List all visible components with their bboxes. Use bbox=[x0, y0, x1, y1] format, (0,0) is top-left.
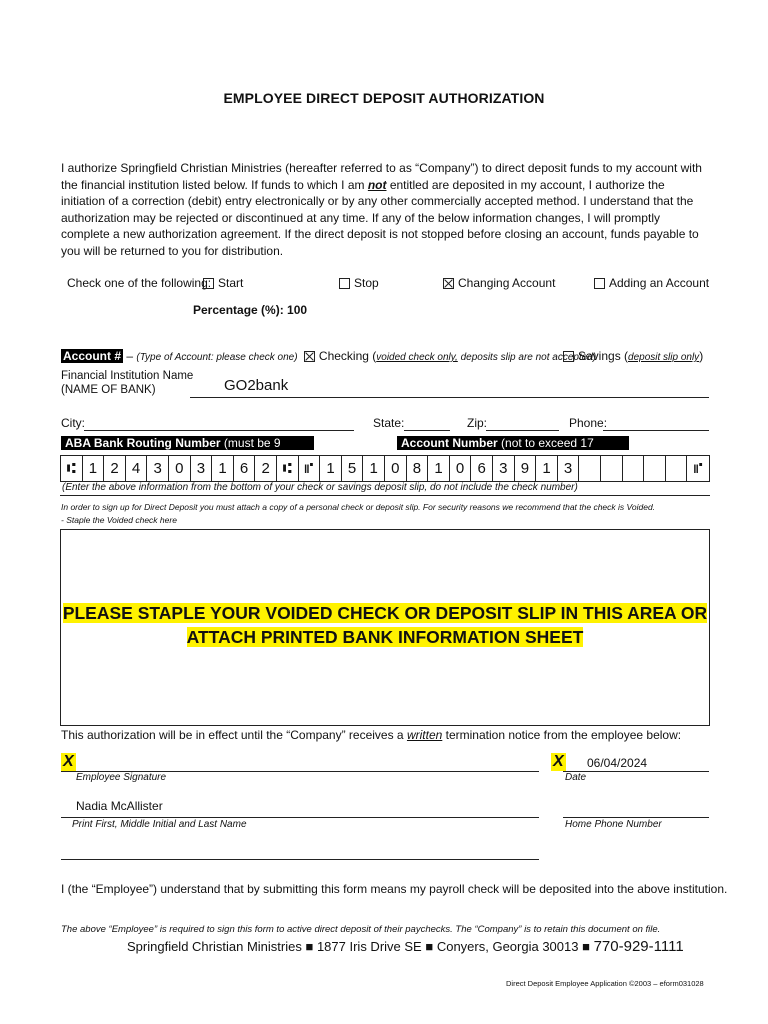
changing-account-label: Changing Account bbox=[458, 276, 556, 290]
account-number-note: (not to exceed 17 numbers) bbox=[401, 436, 594, 464]
divider bbox=[60, 495, 710, 496]
digit-cell[interactable]: 3 bbox=[191, 456, 213, 481]
check-one-prompt: Check one of the following: bbox=[67, 276, 212, 290]
digit-cell[interactable]: ⑆ bbox=[277, 456, 299, 481]
state-label: State: bbox=[373, 416, 405, 430]
savings-note: deposit slip only bbox=[628, 352, 700, 363]
date-label: Date bbox=[565, 772, 587, 783]
account-number-label: Account Number bbox=[401, 436, 498, 450]
digit-cell[interactable]: 1 bbox=[428, 456, 450, 481]
digit-cell[interactable]: 1 bbox=[536, 456, 558, 481]
effect-statement bbox=[61, 728, 681, 742]
note-line-2: - Staple the Voided check here bbox=[61, 515, 177, 525]
date-x-mark: X bbox=[553, 753, 564, 770]
intro-text-2: entitled are deposited in my account, I authorize the initiation of a correction (debit) entry electronically or by any other commercially accepted method. I understand that the authorization may be rejected or discontinued at any time. If any of the below information changes, I will promptly complete a new authorization agreement. If the direct deposit is not stopped before closing an account, funds payable to you will be returned to you for distribution. bbox=[61, 177, 699, 258]
company-name: Springfield Christian Ministries bbox=[127, 939, 302, 954]
digit-cell[interactable]: 6 bbox=[234, 456, 256, 481]
savings-checkbox[interactable] bbox=[563, 351, 574, 362]
bullet-3: ■ bbox=[582, 939, 590, 954]
digit-cell[interactable]: ⑈ bbox=[693, 460, 703, 477]
digit-cell[interactable]: 3 bbox=[558, 456, 580, 481]
digit-cell[interactable] bbox=[644, 456, 666, 481]
adding-account-label: Adding an Account bbox=[609, 276, 710, 290]
savings-option[interactable] bbox=[563, 349, 703, 363]
form-id: Direct Deposit Employee Application ©2003 – eform031028 bbox=[506, 979, 704, 988]
bank-name-label-1: Financial Institution Name bbox=[61, 370, 194, 382]
staple-instructions bbox=[60, 601, 710, 649]
account-type-hint: (Type of Account: please check one) bbox=[136, 352, 298, 363]
company-city: Conyers, Georgia 30013 bbox=[436, 939, 579, 954]
home-phone-label: Home Phone Number bbox=[565, 819, 662, 830]
digit-cell[interactable]: 5 bbox=[342, 456, 364, 481]
start-checkbox[interactable] bbox=[203, 278, 214, 289]
routing-account-digits[interactable] bbox=[60, 455, 710, 482]
digit-cell[interactable] bbox=[601, 456, 623, 481]
form-title: EMPLOYEE DIRECT DEPOSIT AUTHORIZATION bbox=[223, 90, 545, 106]
account-label: Account # bbox=[63, 349, 122, 363]
option-changing-account[interactable] bbox=[443, 276, 555, 290]
percentage: Percentage (%): 100 bbox=[193, 303, 308, 317]
digit-cell[interactable]: 0 bbox=[169, 456, 191, 481]
signature-x-mark: X bbox=[63, 753, 74, 770]
savings-label: Savings ( bbox=[578, 349, 629, 363]
digit-cell[interactable]: 3 bbox=[493, 456, 515, 481]
intro-not: not bbox=[367, 177, 387, 192]
option-stop[interactable] bbox=[339, 276, 379, 290]
stop-checkbox[interactable] bbox=[339, 278, 350, 289]
printed-name-label: Print First, Middle Initial and Last Name bbox=[72, 819, 247, 830]
printed-name-line bbox=[61, 817, 539, 818]
bullet-1: ■ bbox=[305, 939, 314, 954]
digit-cell[interactable]: 0 bbox=[385, 456, 407, 481]
retention-note: The above “Employee” is required to sign this form to active direct deposit of their paychecks. The “Company” is to retain this document on file. bbox=[61, 924, 661, 935]
company-address-line bbox=[127, 938, 684, 955]
account-number-header bbox=[397, 436, 629, 464]
savings-close: ) bbox=[699, 349, 704, 363]
zip-field[interactable] bbox=[486, 430, 559, 431]
bank-name-label-2: (NAME OF BANK) bbox=[61, 384, 156, 396]
adding-account-checkbox[interactable] bbox=[594, 278, 605, 289]
intro-text-1: I authorize Springfield Christian Ministries (hereafter referred to as “Company”) to direct deposit funds to my account with the financial institution listed below. If funds to which I am bbox=[61, 161, 702, 192]
phone-field[interactable] bbox=[603, 430, 709, 431]
zip-label: Zip: bbox=[467, 416, 488, 430]
digit-cell[interactable] bbox=[579, 456, 601, 481]
digit-cell[interactable]: ⑈ bbox=[299, 456, 321, 481]
digit-cell[interactable]: 1 bbox=[363, 456, 385, 481]
checking-label: Checking ( bbox=[318, 349, 377, 363]
digit-cell[interactable] bbox=[666, 456, 688, 481]
bank-name-label bbox=[61, 369, 193, 397]
account-dash: – bbox=[123, 349, 137, 363]
aba-routing-header bbox=[61, 436, 314, 464]
digit-cell[interactable]: 2 bbox=[255, 456, 277, 481]
effect-text-1: This authorization will be in effect until the “Company” receives a bbox=[61, 728, 407, 742]
option-adding-account[interactable] bbox=[594, 276, 709, 290]
changing-account-checkbox[interactable] bbox=[443, 278, 454, 289]
employee-signature-label: Employee Signature bbox=[76, 772, 167, 783]
staple-line-2: ATTACH PRINTED BANK INFORMATION SHEET bbox=[186, 627, 584, 647]
digit-cell[interactable]: 0 bbox=[450, 456, 472, 481]
digit-cell[interactable]: 8 bbox=[407, 456, 429, 481]
date-value[interactable]: 06/04/2024 bbox=[587, 756, 648, 770]
bullet-2: ■ bbox=[425, 939, 434, 954]
authorization-paragraph bbox=[61, 160, 711, 260]
start-label: Start bbox=[218, 276, 244, 290]
digit-cell[interactable]: ⑆ bbox=[61, 456, 83, 481]
checking-checkbox[interactable] bbox=[304, 351, 315, 362]
bank-name-underline bbox=[190, 397, 709, 398]
effect-text-2: termination notice from the employee below: bbox=[442, 728, 682, 742]
note-line-1: In order to sign up for Direct Deposit you must attach a copy of a personal check or deposit slip. For security reasons we recommend that the check is Voided. bbox=[61, 502, 656, 512]
aba-label: ABA Bank Routing Number bbox=[65, 436, 221, 450]
digit-cell[interactable] bbox=[623, 456, 645, 481]
company-street: 1877 Iris Drive SE bbox=[316, 939, 422, 954]
city-field[interactable] bbox=[84, 430, 354, 431]
digit-cell[interactable]: 6 bbox=[471, 456, 493, 481]
extra-line bbox=[61, 859, 539, 860]
option-start[interactable] bbox=[203, 276, 243, 290]
digit-cell[interactable]: 1 bbox=[83, 456, 105, 481]
routing-help-text: (Enter the above information from the bottom of your check or savings deposit slip, do not include the check number) bbox=[62, 482, 578, 493]
staple-line-1: PLEASE STAPLE YOUR VOIDED CHECK OR DEPOSIT SLIP IN THIS AREA OR bbox=[62, 603, 708, 623]
city-label: City: bbox=[61, 416, 85, 430]
digit-cell[interactable]: 3 bbox=[147, 456, 169, 481]
checking-note: deposits slip are not accepted) bbox=[457, 352, 597, 363]
digit-cell[interactable]: 2 bbox=[104, 456, 126, 481]
effect-written: written bbox=[406, 728, 443, 742]
stop-label: Stop bbox=[354, 276, 379, 290]
digit-cell[interactable]: 1 bbox=[320, 456, 342, 481]
account-type-row bbox=[61, 349, 596, 363]
company-phone: 770-929-1111 bbox=[593, 938, 684, 955]
state-field[interactable] bbox=[404, 430, 450, 431]
digit-cell[interactable]: 4 bbox=[126, 456, 148, 481]
printed-name-value[interactable]: Nadia McAllister bbox=[76, 799, 163, 813]
aba-note: (must be 9 numbers) bbox=[65, 436, 281, 464]
digit-cell[interactable]: 9 bbox=[515, 456, 537, 481]
home-phone-field[interactable] bbox=[563, 817, 709, 818]
checking-note-underlined: voided check only, bbox=[376, 352, 458, 363]
bank-name-value[interactable]: GO2bank bbox=[224, 377, 289, 394]
phone-label: Phone: bbox=[569, 416, 608, 430]
digit-cell[interactable]: 1 bbox=[212, 456, 234, 481]
employee-understanding: I (the “Employee”) understand that by submitting this form means my payroll check will be deposited into the above institution. bbox=[61, 882, 728, 896]
